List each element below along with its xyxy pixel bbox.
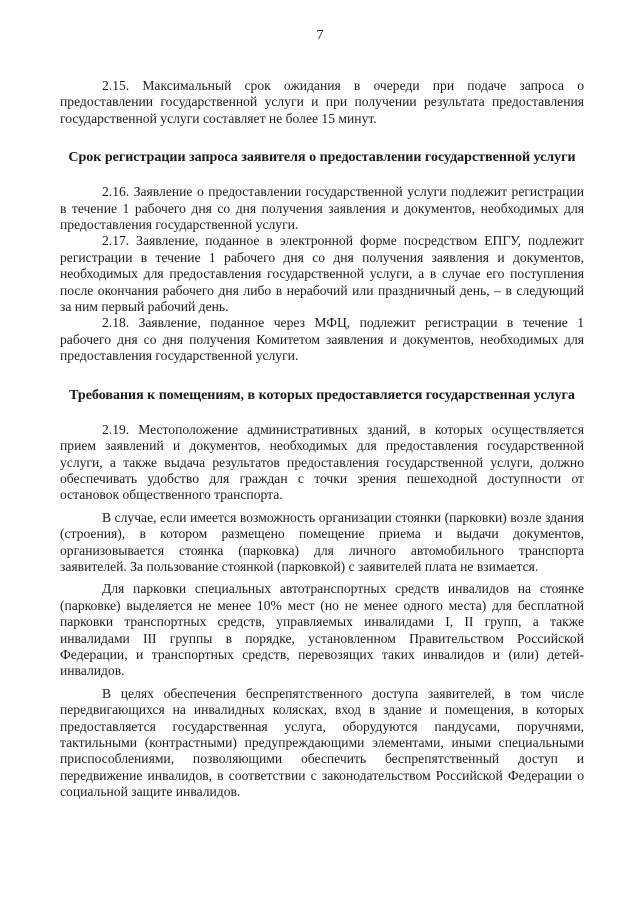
document-body <box>60 78 584 801</box>
paragraph-disabled-parking: Для парковки специальных автотранспортных средств инвалидов на стоянке (парковке) выделяется не менее 10% мест (но не менее одного места) для бесплатной парковки транспортных средств, управляемых инвалидами I, II групп, а также инвалидами III группы в порядке, установленном Правительством Российской Федерации, и транспортных средств, перевозящих таких инвалидов и (или) детей-инвалидов. <box>60 581 584 679</box>
paragraph-accessibility: В целях обеспечения беспрепятственного доступа заявителей, в том числе передвигающихся на инвалидных колясках, вход в здание и помещения, в которых предоставляется государственная услуга, оборудуются пандусами, поручнями, тактильными (контрастными) предупреждающими элементами, иными специальными приспособлениями, позволяющими обеспечить беспрепятственный доступ и передвижение инвалидов, в соответствии с законодательством Российской Федерации о социальной защите инвалидов. <box>60 685 584 800</box>
paragraph-2-16: 2.16. Заявление о предоставлении государственной услуги подлежит регистрации в течение 1 рабочего дня со дня получения заявления и документов, необходимых для предоставления государственной услуги. <box>60 184 584 233</box>
section-heading-premises: Требования к помещениям, в которых предоставляется государственная услуга <box>69 387 575 403</box>
paragraph-2-17: 2.17. Заявление, поданное в электронной форме посредством ЕПГУ, подлежит регистрации в течение 1 рабочего дня со дня получения заявления и документов, необходимых для предоставления государственной услуги, а в случае его поступления после окончания рабочего дня либо в нерабочий или праздничный день, – в следующий за ним первый рабочий день. <box>60 233 584 315</box>
paragraph-2-15: 2.15. Максимальный срок ожидания в очереди при подаче запроса о предоставлении государственной услуги и при получении результата предоставления государственной услуги составляет не более 15 минут. <box>60 78 584 126</box>
page-number: 7 <box>316 28 324 43</box>
paragraph-parking: В случае, если имеется возможность организации стоянки (парковки) возле здания (строения), в котором размещено помещение приема и выдачи документов, организовывается стоянка (парковка) для личного автомобильного транспорта заявителей. За пользование стоянкой (парковкой) с заявителей плата не взимается. <box>60 509 584 574</box>
section-heading-registration: Срок регистрации запроса заявителя о предоставлении государственной услуги <box>68 150 576 166</box>
paragraph-2-19: 2.19. Местоположение административных зданий, в которых осуществляется прием заявлений и документов, необходимых для предоставления государственной услуги, а также выдача результатов предоставления государственной услуги, должно обеспечивать удобство для граждан с точки зрения пешеходной доступности от остановок общественного транспорта. <box>60 421 584 503</box>
paragraph-2-18: 2.18. Заявление, поданное через МФЦ, подлежит регистрации в течение 1 рабочего дня со дня получения Комитетом заявления и документов, необходимых для предоставления государственной услуги. <box>60 315 584 364</box>
